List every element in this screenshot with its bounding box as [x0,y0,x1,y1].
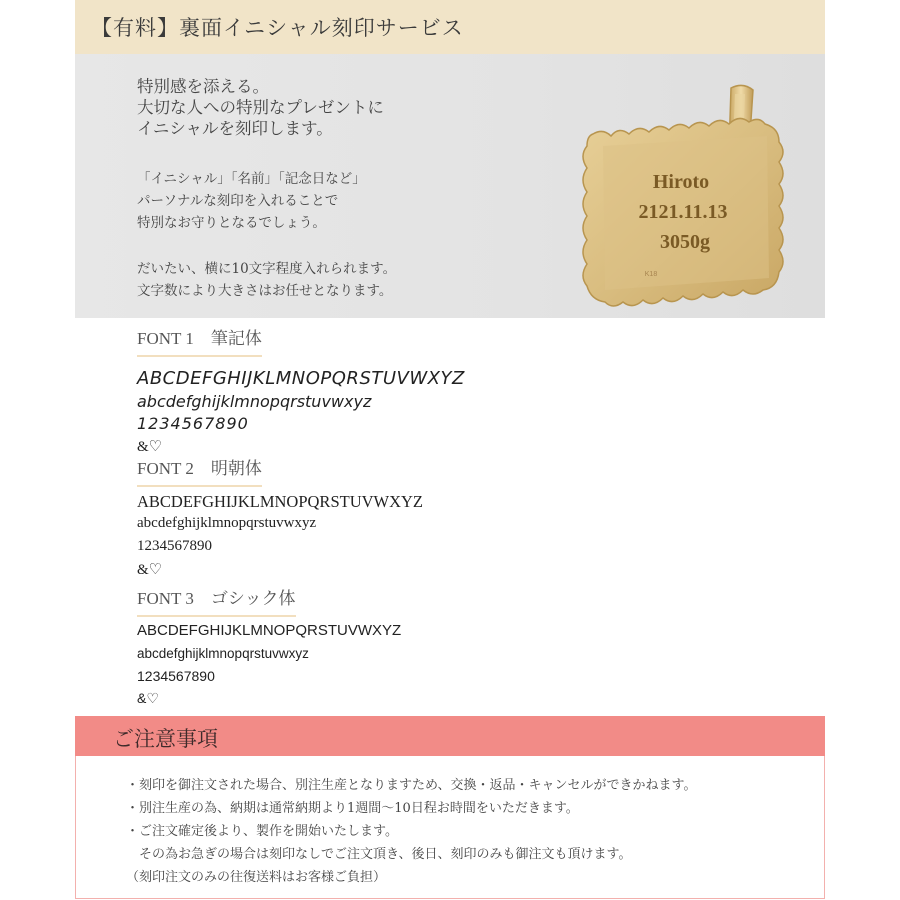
pendant-engraving-line: 3050g [660,231,710,253]
hero-body-line: 特別なお守りとなるでしょう。 [137,215,326,231]
hero-lead-line: 特別感を添える。 [137,77,269,96]
pendant-engraving-line: 2121.11.13 [638,201,728,223]
engraved-pendant-image [573,80,803,316]
font-sample-symbols: &♡ [137,690,159,706]
notice-item: ・ご注文確定後より、製作を開始いたします。 [126,824,398,839]
font-sample-digits: 1234567890 [137,668,215,684]
hero-body-line: パーソナルな刻印を入れることで [137,193,339,209]
font-sample-digits: 1234567890 [137,414,249,433]
hero-lead [137,76,384,139]
font-sample-digits: 1234567890 [137,538,212,554]
font-sample-uppercase: ABCDEFGHIJKLMNOPQRSTUVWXYZ [137,622,402,639]
hero-note [137,258,396,302]
pendant-karat-mark: K18 [644,271,658,278]
notice-list [126,774,696,889]
hero-body [137,168,366,234]
hero-section [75,54,825,318]
notice-box [75,756,825,899]
notice-title: ご注意事項 [113,727,218,751]
font-sample-lowercase: abcdefghijklmnopqrstuvwxyz [137,646,309,661]
pendant-engraving-line: Hiroto [652,171,710,193]
font-sample-uppercase: ABCDEFGHIJKLMNOPQRSTUVWXYZ [137,492,424,511]
hero-lead-line: イニシャルを刻印します。 [137,119,333,138]
font-sample-uppercase: ABCDEFGHIJKLMNOPQRSTUVWXYZ [137,368,465,389]
font-sample-lowercase: abcdefghijklmnopqrstuvwxyz [137,515,317,531]
product-option-page [75,0,825,900]
notice-item: ・別注生産の為、納期は通常納期より1週間〜10日程お時間をいただきます。 [126,801,579,816]
page-title: 【有料】裏面イニシャル刻印サービス [91,16,464,40]
hero-lead-line: 大切な人への特別なプレゼントに [137,98,384,117]
notice-section [75,716,825,900]
notice-header [75,716,825,756]
title-bar [75,0,825,54]
font-sample-symbols: &♡ [137,562,163,578]
hero-note-line: 文字数により大きさはお任せとなります。 [137,283,393,299]
hero-body-line: 「イニシャル」「名前」「記念日など」 [137,171,366,187]
notice-item: （刻印注文のみの往復送料はお客様ご負担） [126,870,387,885]
font-heading: FONT 3 ゴシック体 [137,584,296,617]
notice-item: その為お急ぎの場合は刻印なしでご注文頂き、後日、刻印のみも御注文も頂けます。 [126,847,632,862]
notice-item: ・刻印を御注文された場合、別注生産となりますため、交換・返品・キャンセルができかねます。 [126,778,697,793]
font-heading: FONT 2 明朝体 [137,454,262,487]
font-sample-lowercase: abcdefghijklmnopqrstuvwxyz [137,392,372,411]
font-sample-symbols: &♡ [137,439,163,455]
hero-note-line: だいたい、横に10文字程度入れられます。 [137,261,397,277]
font-heading: FONT 1 筆記体 [137,324,262,357]
